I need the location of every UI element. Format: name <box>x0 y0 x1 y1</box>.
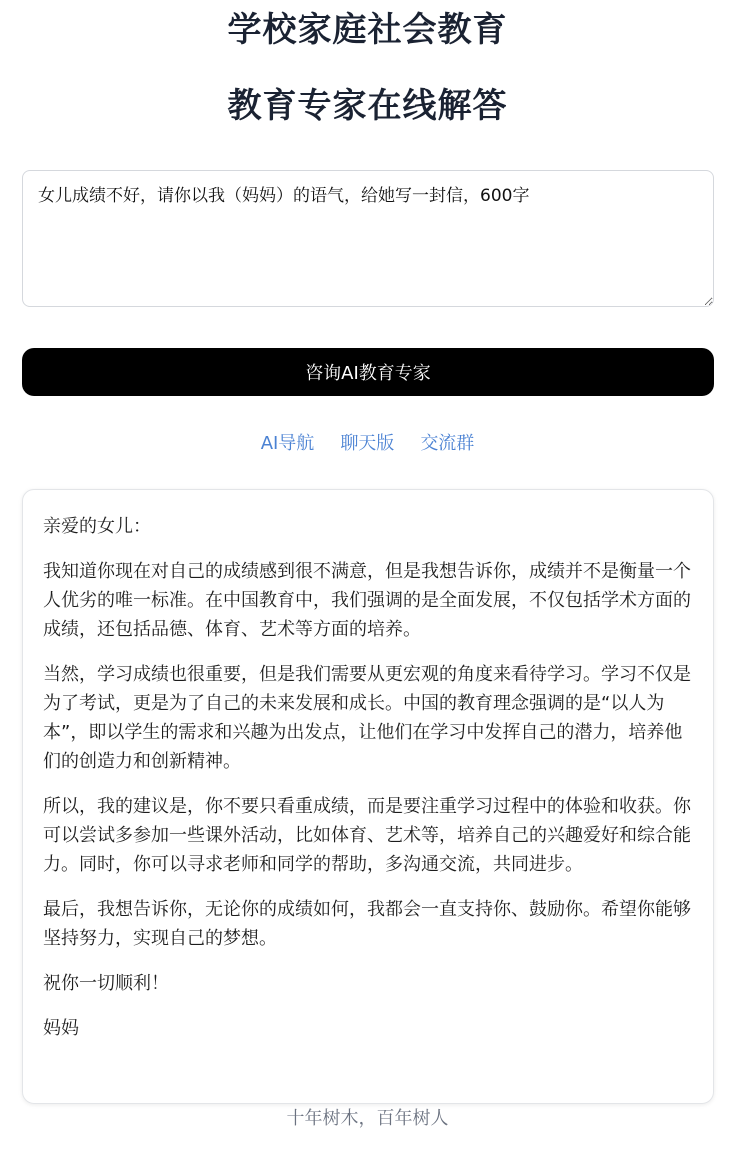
answer-greeting: 亲爱的女儿： <box>43 516 151 537</box>
footer-slogan: 十年树木，百年树人 <box>286 1108 449 1129</box>
answer-paragraph: 我知道你现在对自己的成绩感到很不满意，但是我想告诉你，成绩并不是衡量一个人优劣的唯一标准。在中国教育中，我们强调的是全面发展，不仅包括学术方面的成绩，还包括品德、体育、艺术等方面的培养。 <box>43 561 691 640</box>
chat-version-link[interactable]: 聊天版 <box>340 433 395 454</box>
question-input[interactable] <box>22 170 714 307</box>
link-bar <box>0 431 735 457</box>
ask-expert-button[interactable]: 咨询AI教育专家 <box>22 348 714 396</box>
community-group-link[interactable]: 交流群 <box>420 433 475 454</box>
answer-paragraph: 当然，学习成绩也很重要，但是我们需要从更宏观的角度来看待学习。学习不仅是为了考试，更是为了自己的未来发展和成长。中国的教育理念强调的是“以人为本”，即以学生的需求和兴趣为出发点，让他们在学习中发挥自己的潜力，培养他们的创造力和创新精神。 <box>43 664 691 772</box>
page-subtitle: 教育专家在线解答 <box>227 86 508 126</box>
answer-paragraph: 所以，我的建议是，你不要只看重成绩，而是要注重学习过程中的体验和收获。你可以尝试多参加一些课外活动，比如体育、艺术等，培养自己的兴趣爱好和综合能力。同时，你可以寻求老师和同学的帮助，多沟通交流，共同进步。 <box>43 796 691 875</box>
ai-navigation-link[interactable]: AI导航 <box>260 433 315 454</box>
answer-panel <box>22 489 714 1104</box>
answer-closing: 祝你一切顺利！ <box>43 973 169 994</box>
answer-signature: 妈妈 <box>43 1018 79 1039</box>
answer-paragraph: 最后，我想告诉你，无论你的成绩如何，我都会一直支持你、鼓励你。希望你能够坚持努力，实现自己的梦想。 <box>43 899 691 949</box>
page-title: 学校家庭社会教育 <box>227 10 508 50</box>
